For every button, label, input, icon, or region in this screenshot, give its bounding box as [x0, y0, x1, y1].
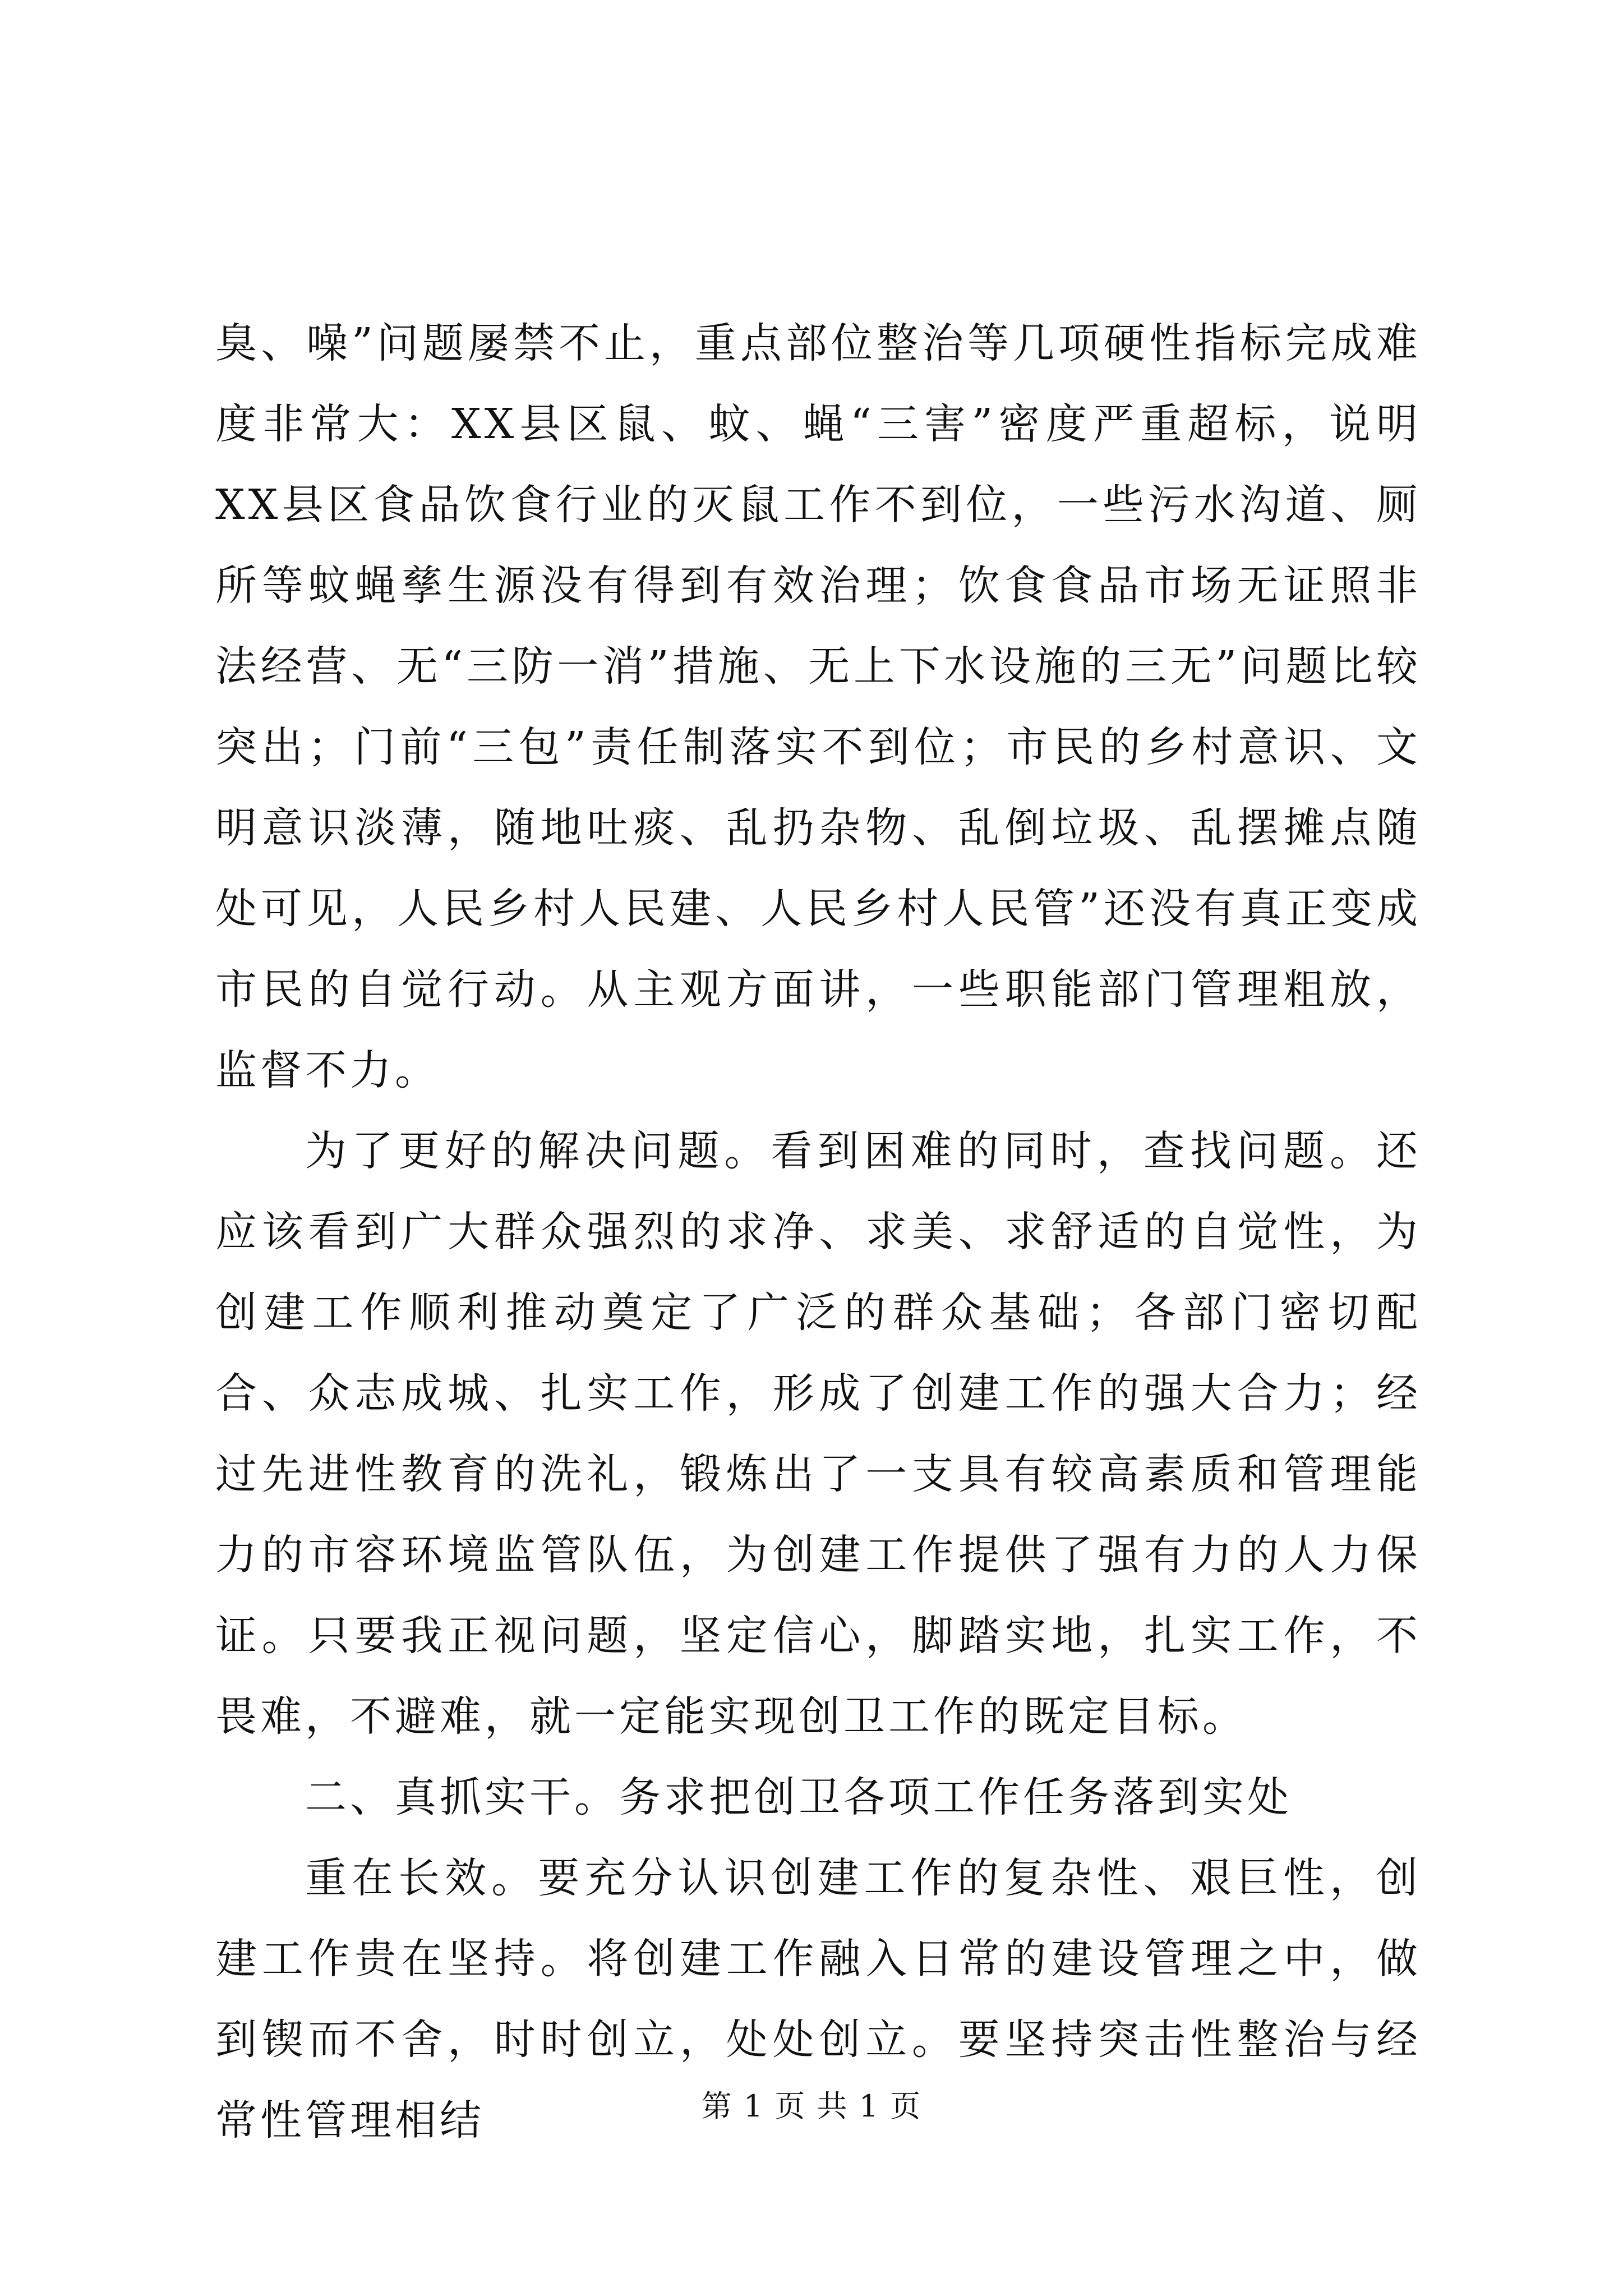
page-footer: 第 1 页 共 1 页 — [701, 2088, 922, 2124]
document-body — [215, 303, 1421, 2161]
paragraph-3: 重在长效。要充分认识创建工作的复杂性、艰巨性，创建工作贵在坚持。将创建工作融入日常的建设管理之中，做到锲而不舍，时时创立，处处创立。要坚持突击性整治与经常性管理相结 — [215, 1854, 1421, 2145]
section-heading: 二、真抓实干。务求把创卫各项工作任务落到实处 — [305, 1773, 1292, 1821]
paragraph-1: 臭、噪”问题屡禁不止，重点部位整治等几项硬性指标完成难度非常大：XX县区鼠、蚊、蝇“三害”密度严重超标，说明XX县区食品饮食行业的灭鼠工作不到位，一些污水沟道、厕所等蚊蝇孳生源没有得到有效治理；饮食食品市场无证照非法经营、无“三防一消”措施、无上下水设施的三无”问题比较突出；门前“三包”责任制落实不到位；市民的乡村意识、文明意识淡薄，随地吐痰、乱扔杂物、乱倒垃圾、乱摆摊点随处可见，人民乡村人民建、人民乡村人民管”还没有真正变成市民的自觉行动。从主观方面讲，一些职能部门管理粗放，监督不力。 — [215, 319, 1421, 1094]
paragraph-2: 为了更好的解决问题。看到困难的同时，查找问题。还应该看到广大群众强烈的求净、求美、求舒适的自觉性，为创建工作顺利推动奠定了广泛的群众基础；各部门密切配合、众志成城、扎实工作，形成了创建工作的强大合力；经过先进性教育的洗礼，锻炼出了一支具有较高素质和管理能力的市容环境监管队伍，为创建工作提供了强有力的人力保证。只要我正视问题，坚定信心，脚踏实地，扎实工作，不畏难，不避难，就一定能实现创卫工作的既定目标。 — [215, 1127, 1421, 1741]
